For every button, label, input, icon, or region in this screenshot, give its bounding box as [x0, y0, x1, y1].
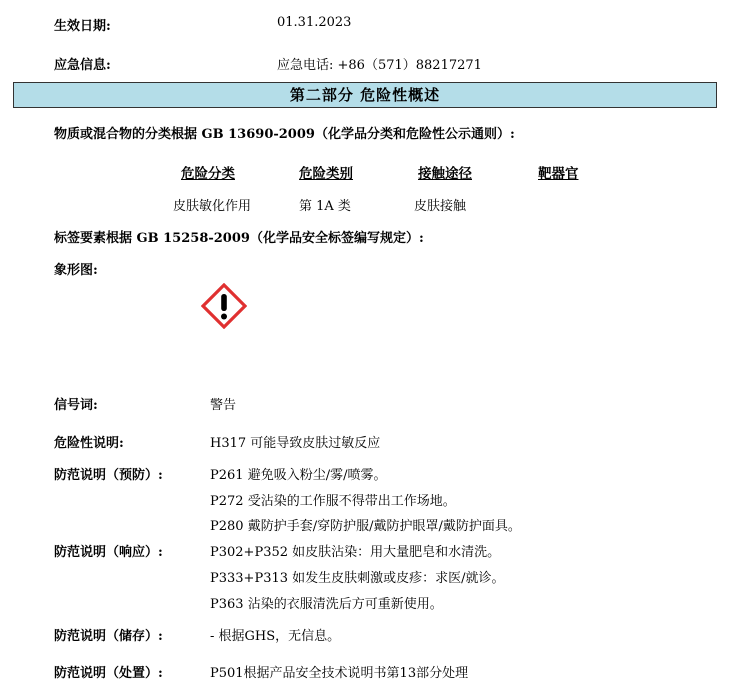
- prevention-item: P261 避免吸入粉尘/雾/喷雾。: [210, 468, 387, 483]
- prevention-item: P272 受沾染的工作服不得带出工作场地。: [210, 494, 456, 509]
- emergency-value: 应急电话: +86（571）88217271: [277, 58, 482, 73]
- prevention-item: P280 戴防护手套/穿防护服/戴防护眼罩/戴防护面具。: [210, 519, 521, 534]
- header-target-organ: 靶器官: [538, 166, 579, 182]
- storage-value: - 根据GHS，无信息。: [210, 629, 341, 644]
- hazard-statement-label: 危险性说明:: [54, 436, 124, 451]
- disposal-value: P501根据产品安全技术说明书第13部分处理: [210, 666, 469, 681]
- response-label: 防范说明（响应）:: [54, 545, 163, 560]
- disposal-label: 防范说明（处置）:: [54, 666, 163, 681]
- hazard-statement-value: H317 可能导致皮肤过敏反应: [210, 436, 381, 451]
- storage-label: 防范说明（储存）:: [54, 629, 163, 644]
- response-item: P333+P313 如发生皮肤刺激或皮疹：求医/就诊。: [210, 571, 505, 586]
- cell-hazard-class: 皮肤敏化作用: [173, 199, 252, 214]
- label-elements-heading: 标签要素根据 GB 15258-2009（化学品安全标签编写规定）:: [54, 231, 424, 246]
- cell-hazard-category: 第 1A 类: [299, 199, 351, 214]
- header-exposure-route: 接触途径: [418, 166, 472, 182]
- emergency-label: 应急信息:: [54, 58, 111, 73]
- header-hazard-class: 危险分类: [181, 166, 235, 182]
- signal-word-value: 警告: [210, 398, 237, 413]
- effective-date-value: 01.31.2023: [277, 15, 352, 30]
- response-item: P363 沾染的衣服清洗后方可重新使用。: [210, 597, 443, 612]
- pictogram-label: 象形图:: [54, 263, 98, 278]
- prevention-label: 防范说明（预防）:: [54, 468, 163, 483]
- section-title: 第二部分 危险性概述: [289, 86, 441, 104]
- classification-heading: 物质或混合物的分类根据 GB 13690-2009（化学品分类和危险性公示通则）:: [54, 127, 515, 142]
- signal-word-label: 信号词:: [54, 398, 98, 413]
- header-hazard-category: 危险类别: [299, 166, 353, 182]
- response-item: P302+P352 如皮肤沾染：用大量肥皂和水清洗。: [210, 545, 501, 560]
- effective-date-label: 生效日期:: [54, 19, 111, 34]
- section-header: [13, 82, 717, 108]
- ghs-exclamation-mark-icon: [201, 283, 247, 329]
- cell-exposure-route: 皮肤接触: [414, 199, 467, 214]
